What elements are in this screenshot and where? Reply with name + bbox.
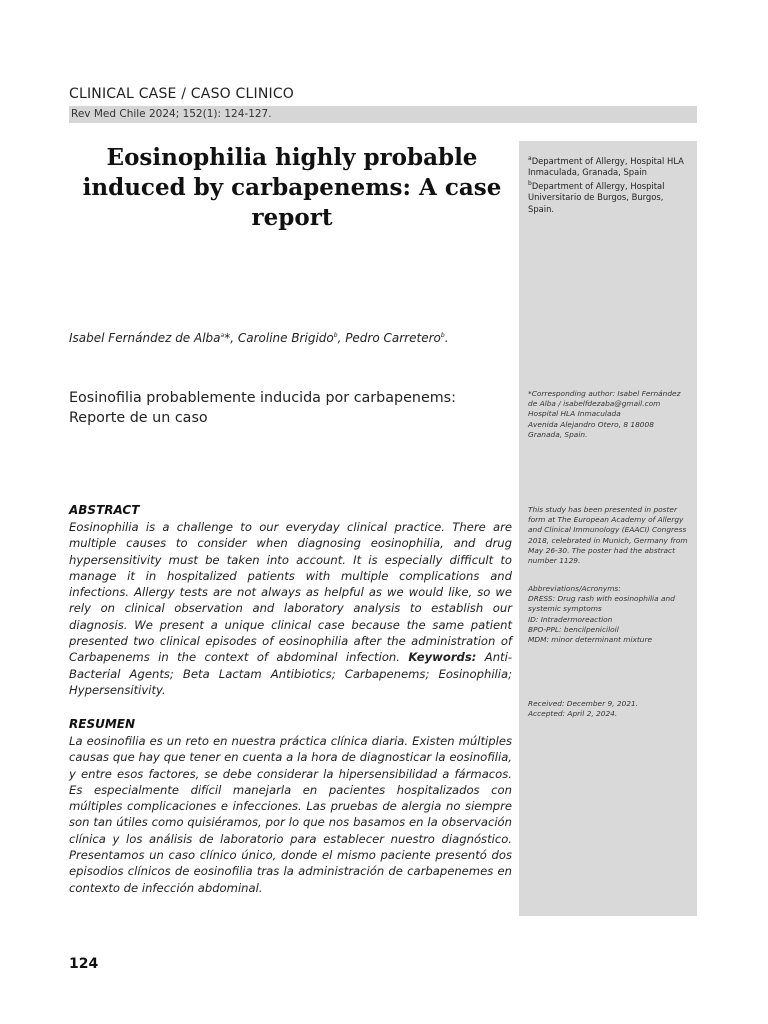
citation-bar (69, 106, 697, 123)
abstract-heading: ABSTRACT (69, 503, 140, 517)
author-list (69, 331, 515, 345)
affiliation-a-marker: a (528, 155, 532, 162)
affiliation-b-text: Department of Allergy, Hospital Universitario de Burgos, Burgos, Spain. (528, 181, 665, 214)
article-title: Eosinophilia highly probable induced by carbapenems: A case report (82, 144, 502, 231)
page-number: 124 (69, 956, 99, 972)
affiliation-b-marker: b (528, 180, 532, 188)
author-1-affil: a (220, 332, 225, 339)
abbrev-line: Abbreviations/Acronyms: (528, 584, 621, 593)
corr-line: Avenida Alejandro Otero, 8 18008 (528, 419, 654, 429)
author-list-end: . (444, 331, 449, 345)
resumen-heading: RESUMEN (69, 717, 136, 731)
abstract-text: Eosinophilia is a challenge to our everyday clinical practice. There are multiple causes to consider when diagnosing eosinophilia, and drug hypersensitivity must be taken into account. It is especially difficult to manage it in hospitalized patients with multiple complications and infections. Allergy tests are not always as helpful as we would like, so we rely on clinical observation and laboratory analysis to establish our diagnosis. We present a unique clinical case because the same patient presented two clinical episodes of eosinophilia after the administration of Carbapenems in the context of abdominal infection. (69, 520, 512, 665)
abstract-body (69, 519, 512, 698)
spanish-title: Eosinofilia probablemente inducida por carbapenems: Reporte de un caso (69, 390, 456, 426)
abbrev-line: DRESS: Drug rash with eosinophilia and systemic symptoms (528, 594, 675, 614)
affiliations (528, 153, 692, 215)
keywords-label: Keywords: (408, 650, 477, 665)
author-3-affil: b (440, 332, 445, 339)
author-1-corr-mark: * (224, 331, 231, 345)
affiliation-a (528, 153, 692, 178)
author-1: Isabel Fernández de Alba (69, 331, 221, 345)
corr-line: Hospital HLA Inmaculada (528, 409, 621, 419)
article-dates (528, 699, 692, 719)
section-label: CLINICAL CASE / CASO CLINICO (69, 86, 295, 102)
author-2-affil: b (333, 332, 338, 339)
poster-note: This study has been presented in poster form at The European Academy of Allergy and Clinical Immunology (EAACI) Congress 2018, celebrated in Munich, Germany from May 26-30. The poster had the abstract number 1129. (528, 505, 688, 566)
corresponding-author (528, 389, 692, 440)
corr-line: Granada, Spain. (528, 429, 588, 439)
accepted-date: Accepted: April 2, 2024. (528, 709, 618, 719)
keywords-text: Anti-Bacterial Agents; Beta Lactam Antibiotics; Carbapenems; Eosinophilia; Hypersensitivity. (69, 650, 513, 697)
abbrev-line: ID: Intradermoreaction (528, 614, 613, 624)
affiliation-b (528, 178, 692, 215)
abbrev-line: BPO-PPL: bencilpeniciloil (528, 624, 619, 634)
corr-line: de Alba / isabelfdezaba@gmail.com (528, 399, 661, 409)
abbrev-line: MDM: minor determinant mixture (528, 635, 653, 645)
journal-citation: Rev Med Chile 2024; 152(1): 124-127. (71, 108, 272, 120)
author-2: , Caroline Brigido (230, 331, 334, 345)
affiliation-a-text: Department of Allergy, Hospital HLA Inmaculada, Granada, Spain (528, 155, 684, 178)
abbreviations (528, 584, 692, 645)
corr-line: *Corresponding author: Isabel Fernández (528, 389, 681, 398)
author-3: , Pedro Carretero (337, 331, 441, 345)
received-date: Received: December 9, 2021. (528, 699, 639, 708)
resumen-body: La eosinofilia es un reto en nuestra práctica clínica diaria. Existen múltiples causas que hay que tener en cuenta a la hora de diagnosticar la eosinofilia, y entre esos factores, se debe considerar la hipersensibilidad a fármacos. Es especialmente difícil manejarla en pacientes hospitalizados con múltiples complicaciones e infecciones. Las pruebas de alergia no siempre son tan útiles como quisiéramos, por lo que nos basamos en la observación clínica y los análisis de laboratorio para establecer nuestro diagnóstico. Presentamos un caso clínico único, donde el mismo paciente presentó dos episodios clínicos de eosinofilia tras la administración de carbapenemes en contexto de infección abdominal. (69, 734, 512, 895)
